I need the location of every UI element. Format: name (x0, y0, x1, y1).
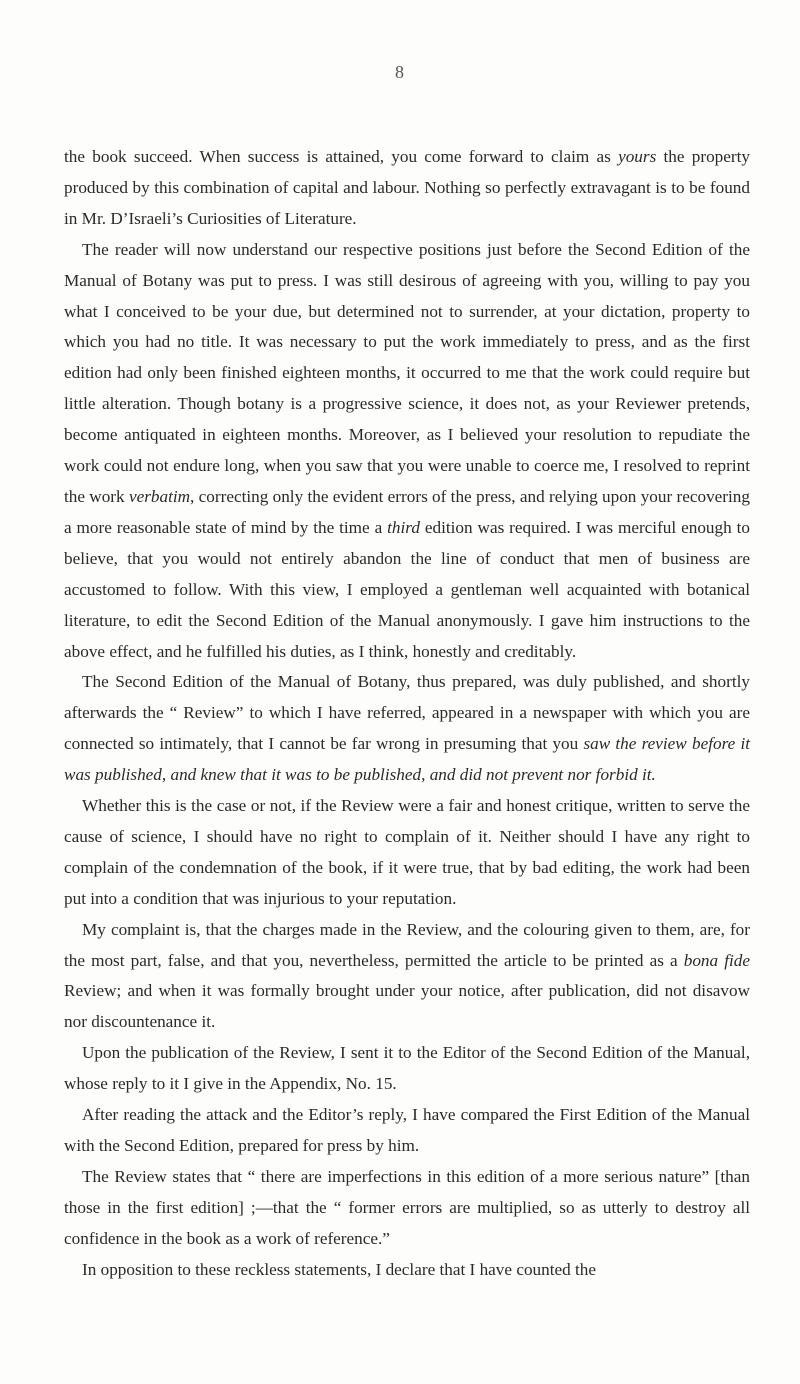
text-run: the book succeed. When success is attained, you come forward to claim as (64, 147, 619, 166)
text-run: Upon the publication of the Review, I sent it to the Editor of the Second Edition of the Manual, whose reply to it I give in the Appendix, No. 15. (64, 1043, 750, 1094)
text-run: Whether this is the case or not, if the Review were a fair and honest critique, written to serve the cause of science, I should have no right to complain of it. Neither should I have any right to complain of the condemnation of the book, if it were true, that by bad editing, the work had been put into a condition that was injurious to your reputation. (64, 796, 750, 908)
paragraph (64, 1162, 750, 1255)
text-run: edition was required. I was merciful enough to believe, that you would not entirely abandon the line of conduct that men of business are accustomed to follow. With this view, I employed a gentleman well acquainted with botanical literature, to edit the Second Edition of the Manual anonymously. I gave him instructions to the above effect, and he fulfilled his duties, as I think, honestly and creditably. (64, 517, 750, 661)
paragraph (64, 1255, 750, 1286)
italic-text: third (387, 517, 420, 537)
italic-text: bona fide (683, 950, 750, 970)
italic-text: saw the review before it was published, and knew that it was to be published, and did not prevent nor forbid it. (64, 734, 750, 785)
text-run: The Review states that “ there are imperfections in this edition of a more serious nature” [than those in the first edition] ;—that the “ former errors are multiplied, so as utterly to destroy all confidence in the book as a work of reference.” (64, 1166, 750, 1248)
paragraph (64, 791, 750, 915)
text-run: After reading the attack and the Editor’s reply, I have compared the First Edition of the Manual with the Second Edition, prepared for press by him. (64, 1105, 750, 1155)
body-text (64, 142, 750, 1286)
italic-text: verbatim (128, 486, 191, 506)
paragraph (64, 142, 750, 235)
paragraph (64, 915, 750, 1039)
italic-text: yours (618, 147, 657, 166)
paragraph (64, 1100, 750, 1162)
text-run: In opposition to these reckless statements, I declare that I have counted the (82, 1259, 597, 1279)
paragraph (64, 667, 750, 791)
text-run: The reader will now understand our respective positions just before the Second Edition of the Manual of Botany was put to press. I was still desirous of agreeing with you, willing to pay you what I conceived to be your due, but determined not to surrender, at your dictation, property to which you had no title. It was necessary to put the work immediately to press, and as the first edition had only been finished eighteen months, it occurred to me that the work could require but little alteration. Though botany is a progressive science, it does not, as your Reviewer pretends, become antiquated in eighteen months. Moreover, as I believed your resolution to repudiate the work could not endure long, when you saw that you were unable to coerce me, I resolved to reprint the work (64, 239, 750, 506)
page-number: 8 (395, 62, 405, 82)
paragraph (64, 1038, 750, 1100)
text-run: , correcting only the evident errors of the press, and relying upon your recovering a more reasonable state of mind by the time a (64, 486, 750, 537)
text-run: The Second Edition of the Manual of Botany, thus prepared, was duly published, and shortly afterwards the “ Review” to which I have referred, appeared in a newspaper with which you are connected so intimately, that I cannot be far wrong in presuming that you (64, 672, 750, 754)
text-run: the property produced by this combination of capital and labour. Nothing so perfectly extravagant is to be found in Mr. D’Israeli’s Curiosities of Literature. (64, 147, 750, 228)
paragraph (64, 235, 750, 668)
text-run: Review; and when it was formally brought under your notice, after publication, did not disavow nor discountenance it. (64, 981, 750, 1032)
text-run: My complaint is, that the charges made in the Review, and the colouring given to them, are, for the most part, false, and that you, nevertheless, permitted the article to be printed as a (64, 919, 750, 970)
